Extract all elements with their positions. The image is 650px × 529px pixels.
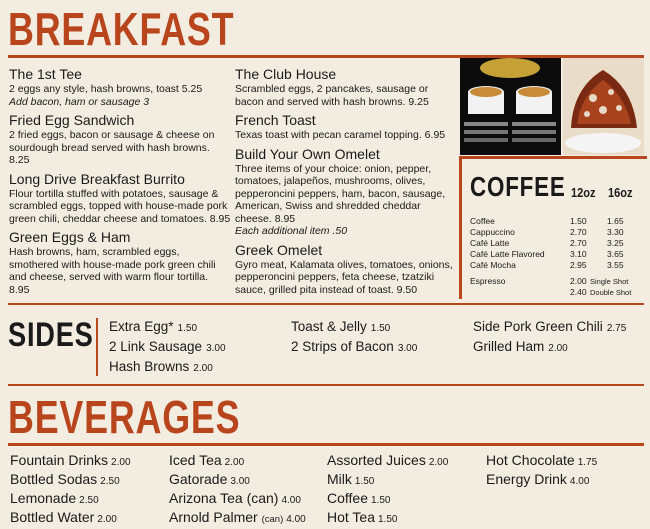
menu-item [235,112,453,142]
espresso-name: Espresso [470,276,506,286]
beverage-name: Bottled Sodas [10,471,98,487]
menu-item [9,229,231,296]
item-title: The 1st Tee [9,66,82,82]
french-toast-photo [563,58,644,155]
side-price: 3.00 [206,343,226,354]
beverages-rule [8,443,644,446]
side-item [473,319,626,334]
item-description: Gyro meat, Kalamata olives, tomatoes, onions, pepperoncini peppers, feta cheese, tzatziki sauce, grilled pita instead of toast. 9.50 [235,258,453,296]
beverage-name: Hot Tea [327,509,375,525]
side-price: 3.00 [397,343,418,354]
item-description: Hash browns, ham, scrambled eggs, smothered with house-made pork green chili and cheese, served with warm flour tortilla. 8.95 [9,246,216,296]
item-description: 2 eggs any style, hash browns, toast 5.25 [9,83,203,95]
beverage-price: 2.50 [100,476,120,487]
beverage-name: Arizona Tea (can) [169,490,279,506]
beverage-item [169,451,244,472]
side-name: Side Pork Green Chili [473,319,603,334]
espresso-row [470,287,645,298]
beverage-name: Milk [327,471,352,487]
menu-item [235,242,453,297]
coffee-size-16oz: 16oz [608,185,633,200]
side-item [473,339,568,354]
coffee-price-16: 3.25 [607,238,624,248]
beverage-item [327,451,448,472]
beverage-price: 4.00 [569,476,590,487]
beverage-price: 2.00 [428,457,449,468]
beverage-name: Arnold Palmer [169,509,258,525]
beverage-name: Coffee [327,490,368,506]
beverages-heading: BEVERAGES [8,391,241,443]
beverage-price: 1.50 [371,495,391,506]
sides-bottom-rule [8,384,644,386]
coffee-size-12oz: 12oz [571,185,596,200]
beverage-name: Assorted Juices [327,452,426,468]
beverage-price: 2.00 [97,514,117,525]
coffee-row [470,238,645,249]
item-description: 2 fried eggs, bacon or sausage & cheese on sourdough bread served with hash browns. 8.25 [9,129,215,166]
menu-item [235,146,453,238]
side-price: 2.00 [193,363,213,374]
menu-item [9,66,231,108]
beverage-name: Fountain Drinks [10,452,109,468]
item-description: Texas toast with pecan caramel topping. 6.95 [235,129,446,141]
item-title: The Club House [235,66,337,82]
coffee-price-12: 2.95 [570,260,587,270]
beverage-name: Iced Tea [169,452,222,468]
side-item [291,319,390,334]
espresso-double-label: Double Shot [590,288,632,297]
beverage-item [486,451,597,472]
beverage-name: Lemonade [10,490,77,506]
beverage-item [10,470,120,491]
side-name: 2 Link Sausage [109,339,203,354]
side-name: Extra Egg* [109,319,174,334]
espresso-double-price: 2.40 [570,287,587,297]
beverage-item [486,470,589,491]
beverage-price: 2.00 [224,457,245,468]
espresso-row [470,276,645,287]
item-description: Scrambled eggs, 2 pancakes, sausage or bacon and served with hash browns. 9.25 [235,83,429,108]
side-price: 2.00 [548,343,568,354]
side-name: Hash Browns [109,359,190,374]
coffee-row [470,260,645,271]
side-name: Toast & Jelly [291,319,367,334]
coffee-name: Café Mocha [470,260,516,270]
beverage-size: (can) [261,514,284,525]
sides-divider [96,318,98,376]
side-price: 1.50 [370,323,391,334]
side-name: 2 Strips of Bacon [291,339,394,354]
coffee-row [470,249,645,260]
coffee-name: Cappuccino [470,227,515,237]
coffee-price-16: 3.30 [607,227,624,237]
beverage-name: Energy Drink [486,471,567,487]
beverage-price: 2.50 [79,495,99,506]
beverage-item [10,489,99,510]
side-item [291,339,417,354]
side-item [109,359,213,374]
coffee-name: Coffee [470,216,495,226]
item-title: Green Eggs & Ham [9,229,131,245]
item-description: Three items of your choice: onion, pepper, tomatoes, jalapeños, mushrooms, olives, pepperoncini peppers, ham, bacon, sausage, American, Swiss and shredded cheddar cheese. 8.95 [235,162,446,225]
menu-item [235,66,453,108]
beverage-item [10,451,131,472]
breakfast-column-1 [9,66,231,300]
beverage-name: Hot Chocolate [486,452,575,468]
coffee-price-12: 2.70 [570,227,587,237]
item-title: French Toast [235,112,316,128]
coffee-price-16: 3.65 [607,249,624,259]
item-description: Flour tortilla stuffed with potatoes, sausage & scrambled eggs, topped with house-made pork green chili, cheddar cheese and tomatoes. 8.95 [9,187,231,225]
coffee-heading: COFFEE [470,171,566,202]
item-title: Build Your Own Omelet [235,145,380,162]
coffee-name: Café Latte [470,238,510,248]
menu-item [9,171,231,226]
beverage-item [327,470,374,491]
coffee-panel [459,156,647,299]
item-note: Add bacon, ham or sausage 3 [9,95,150,108]
beverage-price: 4.00 [281,495,301,506]
breakfast-heading: BREAKFAST [8,3,235,55]
beverage-price: 1.75 [577,457,598,468]
beverage-name: Gatorade [169,471,228,487]
coffee-price-12: 1.50 [570,216,587,226]
coffee-row [470,227,645,238]
beverage-price: 1.50 [378,514,398,525]
coffee-row [470,216,645,227]
sides-top-rule [8,303,644,305]
breakfast-column-2 [235,66,453,300]
menu-item [9,112,231,167]
item-title: Long Drive Breakfast Burrito [9,170,185,187]
item-note: Each additional item .50 [235,225,348,237]
coffee-cups-photo [460,58,561,155]
beverage-price: 2.00 [111,457,131,468]
side-price: 1.50 [177,323,198,334]
beverage-item [327,489,390,510]
side-name: Grilled Ham [473,339,545,354]
beverage-item [169,470,250,491]
coffee-price-12: 2.70 [570,238,587,248]
beverage-price: 3.00 [230,476,250,487]
coffee-price-16: 1.65 [607,216,624,226]
item-title: Greek Omelet [235,241,323,258]
espresso-single-label: Single Shot [590,277,629,286]
espresso-single-price: 2.00 [570,276,587,286]
side-item [109,319,197,334]
sides-heading: SIDES [8,316,94,354]
coffee-name: Café Latte Flavored [470,249,545,259]
side-item [109,339,226,354]
beverage-price: 1.50 [354,476,375,487]
beverage-price: 4.00 [286,514,306,525]
beverage-item [169,489,301,510]
coffee-price-16: 3.55 [607,260,624,270]
beverage-name: Bottled Water [10,509,95,525]
coffee-price-12: 3.10 [570,249,587,259]
side-price: 2.75 [606,323,627,334]
item-title: Fried Egg Sandwich [9,112,135,128]
